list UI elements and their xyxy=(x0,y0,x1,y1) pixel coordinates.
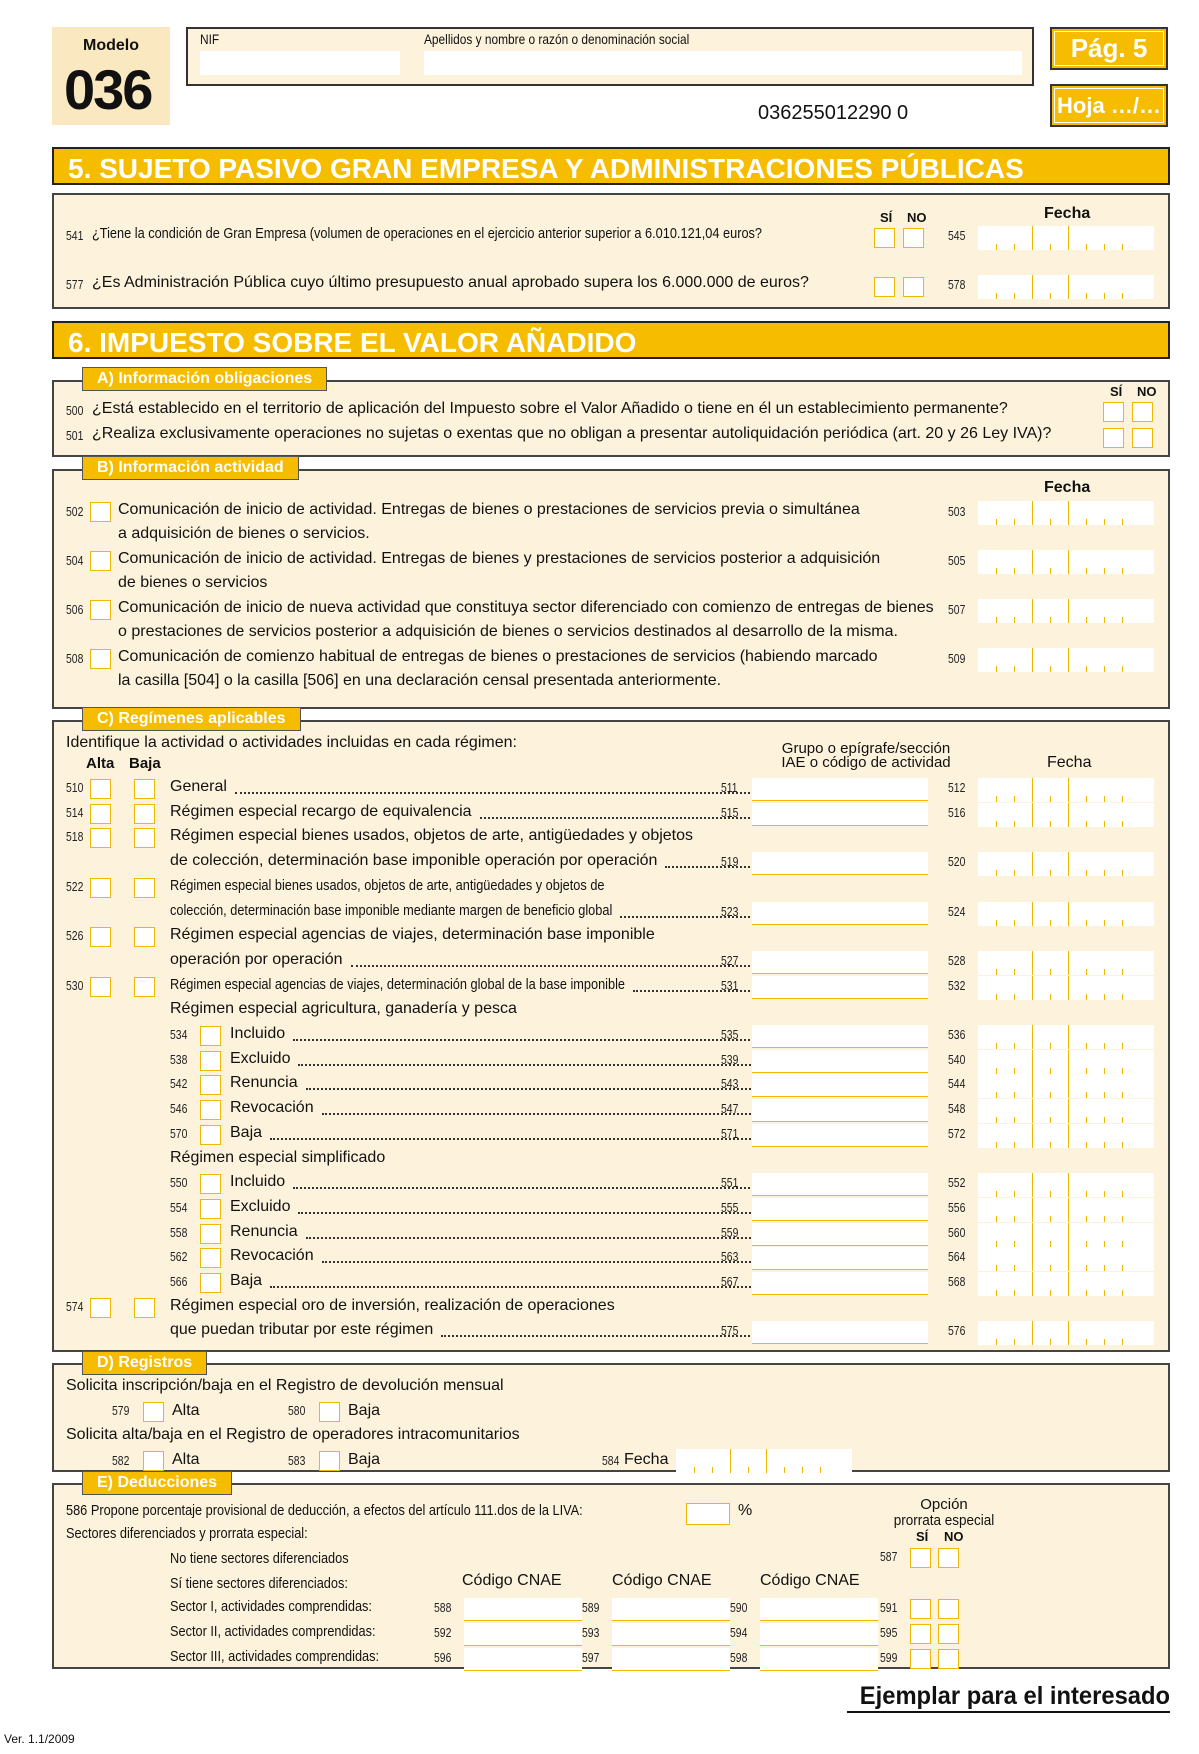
b-checkbox-506[interactable] xyxy=(90,600,111,620)
grupo-field-539[interactable] xyxy=(752,1050,928,1073)
c-grupo-num: 543 xyxy=(721,1076,739,1092)
c-alta-checkbox-526[interactable] xyxy=(90,927,111,947)
section-6b-box xyxy=(52,469,1170,709)
hoja-badge xyxy=(1050,84,1168,127)
q577-text: ¿Es Administración Pública cuyo último presupuesto anual aprobado supera los 6.000.000 de euros? xyxy=(92,274,809,291)
e-cnae-num: 589 xyxy=(582,1600,600,1615)
cnae-field-592[interactable] xyxy=(464,1623,582,1646)
c-grupo-num: 551 xyxy=(721,1175,739,1191)
c-row-text: Régimen especial oro de inversión, realización de operaciones xyxy=(170,1296,615,1314)
b-text-line2: la casilla [504] o la casilla [506] en una declaración censal presentada anteriormente. xyxy=(118,672,722,689)
dot-leader xyxy=(351,965,754,967)
e-cnae-3: Código CNAE xyxy=(760,1572,860,1589)
section-6-title: 6. IMPUESTO SOBRE EL VALOR AÑADIDO xyxy=(52,321,1170,359)
e-cnae-num: 593 xyxy=(582,1625,600,1640)
dot-leader xyxy=(306,1088,754,1090)
s6c-alta-label: Alta xyxy=(86,755,115,772)
dot-leader xyxy=(270,1138,754,1140)
c-baja-checkbox-526[interactable] xyxy=(134,927,155,947)
c-sub-checkbox-542[interactable] xyxy=(200,1075,221,1095)
c-sub-num: 554 xyxy=(170,1199,188,1215)
e-cnae-2: Código CNAE xyxy=(612,1572,712,1589)
c-fecha-num: 528 xyxy=(948,952,966,968)
date-545[interactable] xyxy=(978,226,1154,250)
c-grupo-num: 519 xyxy=(721,854,739,870)
grupo-field-555[interactable] xyxy=(752,1198,928,1221)
c-grupo-num: 555 xyxy=(721,1199,739,1215)
date-516[interactable] xyxy=(978,803,1154,827)
s6a-si-label: SÍ xyxy=(1110,384,1123,399)
c-alta-num: 574 xyxy=(66,1298,84,1314)
c-row-text: que puedan tributar por este régimen xyxy=(170,1321,434,1339)
tab-e-deducciones: E) Deducciones xyxy=(82,1471,232,1495)
page-badge xyxy=(1050,27,1168,70)
date-576[interactable] xyxy=(978,1321,1154,1345)
e-cnae-num: 592 xyxy=(434,1625,452,1640)
grupo-field-547[interactable] xyxy=(752,1099,928,1122)
date-572[interactable] xyxy=(978,1124,1154,1148)
e-cnae-num: 596 xyxy=(434,1650,452,1665)
section-6e-box xyxy=(52,1483,1170,1669)
id-box xyxy=(186,27,1034,86)
e-cnae-num: 598 xyxy=(730,1650,748,1665)
e-586-pct: % xyxy=(738,1502,753,1519)
c-row-text: de colección, determinación base imponible operación por operación xyxy=(170,852,658,870)
e-row-label: Sector I, actividades comprendidas: xyxy=(170,1598,372,1615)
c-baja-checkbox-510[interactable] xyxy=(134,779,155,799)
dot-leader xyxy=(322,1261,754,1263)
tab-d-registros: D) Registros xyxy=(82,1351,207,1375)
e-row-label: Sector III, actividades comprendidas: xyxy=(170,1648,380,1665)
e-opt-si-checkbox-595[interactable] xyxy=(910,1624,931,1644)
b-text-line2: a adquisición de bienes o servicios. xyxy=(118,525,370,542)
dot-leader xyxy=(293,1039,754,1041)
grupo-field-543[interactable] xyxy=(752,1074,928,1097)
c-sub-num: 542 xyxy=(170,1076,188,1092)
s6c-intro: Identifique la actividad o actividades incluidas en cada régimen: xyxy=(66,734,517,751)
q500-text: ¿Está establecido en el territorio de aplicación del Impuesto sobre el Valor Añadido o tiene en él un establecimiento permanente? xyxy=(92,400,1008,417)
c-row-text: Régimen especial bienes usados, objetos de arte, antigüedades y objetos xyxy=(170,827,694,845)
q541-num: 541 xyxy=(66,228,84,243)
s6b-fecha-label: Fecha xyxy=(1044,479,1091,496)
b-text-line1: Comunicación de inicio de actividad. Entregas de bienes o prestaciones de servicios previa o simultánea xyxy=(118,501,860,518)
barcode-number: 036255012290 0 xyxy=(758,102,909,124)
c-row-text: Revocación xyxy=(230,1247,314,1265)
c-row-text: Baja xyxy=(230,1272,263,1289)
date-524[interactable] xyxy=(978,902,1154,926)
c-baja-checkbox-518[interactable] xyxy=(134,828,155,848)
q577-si-checkbox[interactable] xyxy=(874,277,895,297)
c-row-text: Renuncia xyxy=(230,1074,298,1092)
q577-num: 577 xyxy=(66,277,84,292)
dot-leader xyxy=(322,1113,754,1115)
s6c-grupo-label-2: IAE o código de actividad xyxy=(781,754,951,771)
c-sub-checkbox-534[interactable] xyxy=(200,1026,221,1046)
page-number: Pág. 5 xyxy=(1054,31,1164,66)
e-cnae-num: 594 xyxy=(730,1625,748,1640)
date-520[interactable] xyxy=(978,852,1154,876)
cnae-field-588[interactable] xyxy=(464,1598,582,1621)
d-580-num: 580 xyxy=(288,1403,306,1418)
q501-text: ¿Realiza exclusivamente operaciones no sujetas o exentas que no obligan a presentar autoliquidación periódica (art. 20 y 26 Ley IVA)? xyxy=(92,425,1052,442)
c-sub-num: 550 xyxy=(170,1175,188,1191)
d-583-checkbox[interactable] xyxy=(319,1451,340,1471)
b-num: 506 xyxy=(66,602,84,617)
cnae-field-596[interactable] xyxy=(464,1648,582,1671)
c-alta-num: 518 xyxy=(66,829,84,845)
c-fecha-num: 520 xyxy=(948,854,966,870)
c-fecha-num: 516 xyxy=(948,804,966,820)
c-fecha-num: 540 xyxy=(948,1051,966,1067)
e-cnae-num: 590 xyxy=(730,1600,748,1615)
date-584[interactable] xyxy=(676,1449,852,1473)
c-row-text: Régimen especial agencias de viajes, determinación base imponible xyxy=(170,926,655,944)
grupo-field-515[interactable] xyxy=(752,803,928,826)
c-baja-checkbox-574[interactable] xyxy=(134,1298,155,1318)
d-579-checkbox[interactable] xyxy=(143,1402,164,1422)
c-grupo-num: 527 xyxy=(721,952,739,968)
b-checkbox-502[interactable] xyxy=(90,502,111,522)
b-num: 508 xyxy=(66,651,84,666)
s6c-grupo-label-1: Grupo o epígrafe/sección xyxy=(781,740,951,757)
e-opcion-2: prorrata especial xyxy=(893,1512,995,1529)
d-583-num: 583 xyxy=(288,1453,306,1468)
date-505[interactable] xyxy=(978,550,1154,574)
b-text-line2: o prestaciones de servicios posterior a adquisición de bienes o servicios destinados al desarrollo de la misma. xyxy=(118,623,898,640)
d-584-num: 584 xyxy=(602,1453,620,1468)
date-507[interactable] xyxy=(978,599,1154,623)
c-row-text: Baja xyxy=(230,1123,263,1141)
c-grupo-num: 575 xyxy=(721,1323,739,1339)
q578-num: 578 xyxy=(948,277,966,292)
e-cnae-num: 588 xyxy=(434,1600,452,1615)
c-sub-checkbox-562[interactable] xyxy=(200,1248,221,1268)
section-5-box xyxy=(52,193,1170,309)
e-587-si-checkbox[interactable] xyxy=(910,1548,931,1568)
c-row-text: General xyxy=(170,778,227,795)
e-si-tiene: Sí tiene sectores diferenciados: xyxy=(170,1575,348,1592)
modelo-label: Modelo xyxy=(83,37,139,54)
date-512[interactable] xyxy=(978,778,1154,802)
grupo-field-551[interactable] xyxy=(752,1173,928,1196)
c-row-text: Incluido xyxy=(230,1173,286,1191)
e-opt-si-checkbox-591[interactable] xyxy=(910,1599,931,1619)
d-579-alta: Alta xyxy=(172,1402,200,1419)
c-baja-checkbox-514[interactable] xyxy=(134,804,155,824)
grupo-field-519[interactable] xyxy=(752,852,928,875)
b-date-num: 507 xyxy=(948,602,966,617)
date-528[interactable] xyxy=(978,951,1154,975)
c-fecha-num: 524 xyxy=(948,903,966,919)
c-row-text: operación por operación xyxy=(170,950,343,968)
c-row-text: Revocación xyxy=(230,1099,314,1117)
date-509[interactable] xyxy=(978,648,1154,672)
name-field[interactable] xyxy=(424,51,1022,75)
c-fecha-num: 544 xyxy=(948,1076,966,1092)
nif-label: NIF xyxy=(200,31,220,47)
q545-num: 545 xyxy=(948,228,966,243)
b-checkbox-504[interactable] xyxy=(90,551,111,571)
q541-text: ¿Tiene la condición de Gran Empresa (volumen de operaciones en el ejercicio anterior superior a 6.010.121,04 euros? xyxy=(92,225,762,242)
q541-si-checkbox[interactable] xyxy=(874,228,895,248)
dot-leader xyxy=(665,866,754,868)
e-si-label: SÍ xyxy=(916,1529,929,1544)
dot-leader xyxy=(298,1212,754,1214)
tab-a-obligaciones: A) Información obligaciones xyxy=(82,367,327,391)
c-fecha-num: 564 xyxy=(948,1249,966,1265)
q577-no-checkbox[interactable] xyxy=(903,277,924,297)
c-sub-num: 570 xyxy=(170,1125,188,1141)
c-fecha-num: 512 xyxy=(948,780,966,795)
c-grupo-num: 523 xyxy=(721,903,739,919)
c-grupo-num: 531 xyxy=(721,977,739,993)
e-587-num: 587 xyxy=(880,1549,898,1564)
section-5-title: 5. SUJETO PASIVO GRAN EMPRESA Y ADMINISTRACIONES PÚBLICAS xyxy=(52,147,1170,185)
c-sub-checkbox-550[interactable] xyxy=(200,1174,221,1194)
c-grupo-num: 535 xyxy=(721,1027,739,1042)
c-alta-checkbox-574[interactable] xyxy=(90,1298,111,1318)
c-grupo-num: 515 xyxy=(721,804,739,820)
e-no-label: NO xyxy=(944,1529,964,1544)
e-587-no-checkbox[interactable] xyxy=(938,1548,959,1568)
tab-c-regimenes: C) Regímenes aplicables xyxy=(82,707,301,731)
date-560[interactable] xyxy=(978,1223,1154,1247)
s6a-no-label: NO xyxy=(1137,384,1157,399)
tab-b-actividad: B) Información actividad xyxy=(82,456,299,480)
cnae-field-597[interactable] xyxy=(612,1648,730,1671)
b-num: 504 xyxy=(66,553,84,568)
name-label: Apellidos y nombre o razón o denominación social xyxy=(424,31,690,47)
grupo-field-563[interactable] xyxy=(752,1247,928,1270)
s5-no-label: NO xyxy=(907,210,927,225)
c-alta-num: 510 xyxy=(66,780,84,795)
dot-leader xyxy=(298,1064,754,1066)
d-line2: Solicita alta/baja en el Registro de operadores intracomunitarios xyxy=(66,1426,520,1443)
c-fecha-num: 576 xyxy=(948,1323,966,1339)
section-6c-box xyxy=(52,720,1170,1352)
b-date-num: 509 xyxy=(948,651,966,666)
c-grupo-num: 559 xyxy=(721,1224,739,1240)
s6c-baja-label: Baja xyxy=(129,755,161,772)
grupo-field-571[interactable] xyxy=(752,1124,928,1147)
c-sub-num: 566 xyxy=(170,1274,188,1289)
c-alta-checkbox-510[interactable] xyxy=(90,779,111,799)
e-opt-num: 595 xyxy=(880,1625,898,1640)
grupo-field-531[interactable] xyxy=(752,976,928,999)
version-label: Ver. 1.1/2009 xyxy=(4,1732,75,1746)
q500-si-checkbox[interactable] xyxy=(1103,402,1124,422)
c-fecha-num: 548 xyxy=(948,1101,966,1117)
c-fecha-num: 552 xyxy=(948,1175,966,1191)
dot-leader xyxy=(293,1187,754,1189)
c-sub-checkbox-566[interactable] xyxy=(200,1273,221,1293)
c-sub-num: 546 xyxy=(170,1101,188,1117)
c-row-text: Régimen especial agricultura, ganadería y pesca xyxy=(170,1000,517,1018)
cnae-field-593[interactable] xyxy=(612,1623,730,1646)
grupo-field-523[interactable] xyxy=(752,902,928,925)
e-opt-no-checkbox-595[interactable] xyxy=(938,1624,959,1644)
c-sub-checkbox-554[interactable] xyxy=(200,1199,221,1219)
date-532[interactable] xyxy=(978,976,1154,1000)
c-grupo-num: 511 xyxy=(721,780,738,795)
b-text-line1: Comunicación de comienzo habitual de entregas de bienes o prestaciones de servicios (habiendo marcado xyxy=(118,648,878,665)
dot-leader xyxy=(306,1237,754,1239)
c-sub-checkbox-570[interactable] xyxy=(200,1125,221,1145)
c-alta-checkbox-514[interactable] xyxy=(90,804,111,824)
modelo-number: 036 xyxy=(64,58,152,121)
c-sub-checkbox-538[interactable] xyxy=(200,1051,221,1071)
dot-leader xyxy=(480,817,754,819)
d-line1: Solicita inscripción/baja en el Registro de devolución mensual xyxy=(66,1377,504,1394)
grupo-field-511[interactable] xyxy=(752,778,928,801)
d-582-checkbox[interactable] xyxy=(143,1451,164,1471)
dot-leader xyxy=(441,1335,754,1337)
c-fecha-num: 556 xyxy=(948,1199,966,1215)
c-fecha-num: 532 xyxy=(948,977,966,993)
c-fecha-num: 560 xyxy=(948,1224,966,1240)
date-552[interactable] xyxy=(978,1173,1154,1197)
section-6d-box xyxy=(52,1363,1170,1472)
c-row-text: Régimen especial agencias de viajes, determinación global de la base imponible xyxy=(170,975,626,993)
q500-no-checkbox[interactable] xyxy=(1132,402,1153,422)
grupo-field-559[interactable] xyxy=(752,1223,928,1246)
grupo-field-567[interactable] xyxy=(752,1272,928,1295)
e-sectores: Sectores diferenciados y prorrata especial: xyxy=(66,1525,308,1542)
c-alta-checkbox-530[interactable] xyxy=(90,977,111,997)
date-568[interactable] xyxy=(978,1272,1154,1296)
c-fecha-num: 572 xyxy=(948,1125,966,1141)
e-opt-num: 591 xyxy=(880,1600,898,1615)
b-date-num: 505 xyxy=(948,553,966,568)
q501-no-checkbox[interactable] xyxy=(1132,428,1153,448)
c-row-text: Régimen especial recargo de equivalencia xyxy=(170,802,472,820)
q501-si-checkbox[interactable] xyxy=(1103,428,1124,448)
date-556[interactable] xyxy=(978,1198,1154,1222)
d-582-num: 582 xyxy=(112,1453,130,1468)
c-sub-num: 534 xyxy=(170,1027,188,1042)
e-opt-num: 599 xyxy=(880,1650,898,1665)
ejemplar-label: Ejemplar para el interesado xyxy=(847,1682,1170,1713)
c-alta-num: 526 xyxy=(66,928,84,944)
c-grupo-num: 539 xyxy=(721,1051,739,1067)
e-opt-si-checkbox-599[interactable] xyxy=(910,1649,931,1669)
c-row-text: Régimen especial bienes usados, objetos de arte, antigüedades y objetos de xyxy=(170,876,605,894)
b-text-line1: Comunicación de inicio de nueva actividad que constituya sector diferenciado con comienzo de entregas de bienes xyxy=(118,599,934,616)
hoja-text: Hoja …/… xyxy=(1054,88,1164,123)
c-sub-checkbox-546[interactable] xyxy=(200,1100,221,1120)
c-sub-num: 562 xyxy=(170,1249,188,1265)
c-row-text: colección, determinación base imponible mediante margen de beneficio global xyxy=(170,901,613,919)
date-540[interactable] xyxy=(978,1050,1154,1074)
c-baja-checkbox-530[interactable] xyxy=(134,977,155,997)
date-564[interactable] xyxy=(978,1247,1154,1271)
b-text-line2: de bienes o servicios xyxy=(118,574,268,591)
s6c-fecha-label: Fecha xyxy=(1047,754,1092,771)
c-row-text: Excluido xyxy=(230,1197,291,1215)
q500-num: 500 xyxy=(66,403,84,418)
b-num: 502 xyxy=(66,504,84,519)
q541-no-checkbox[interactable] xyxy=(903,228,924,248)
d-580-baja: Baja xyxy=(348,1402,381,1419)
e-586-text: 586 Propone porcentaje provisional de deducción, a efectos del artículo 111.dos de la LIVA: xyxy=(66,1502,583,1519)
e-cnae-num: 597 xyxy=(582,1650,600,1665)
d-582-alta: Alta xyxy=(172,1451,200,1468)
date-536[interactable] xyxy=(978,1025,1154,1049)
modelo-box xyxy=(52,27,170,125)
c-fecha-num: 536 xyxy=(948,1027,966,1042)
cnae-field-598[interactable] xyxy=(760,1648,878,1671)
c-sub-checkbox-558[interactable] xyxy=(200,1224,221,1244)
date-503[interactable] xyxy=(978,501,1154,525)
d-584-fecha: Fecha xyxy=(624,1451,669,1468)
b-checkbox-508[interactable] xyxy=(90,649,111,669)
date-578[interactable] xyxy=(978,275,1154,299)
c-alta-checkbox-522[interactable] xyxy=(90,878,111,898)
date-544[interactable] xyxy=(978,1074,1154,1098)
e-opt-no-checkbox-591[interactable] xyxy=(938,1599,959,1619)
nif-field[interactable] xyxy=(200,51,400,75)
cnae-field-594[interactable] xyxy=(760,1623,878,1646)
c-sub-num: 558 xyxy=(170,1224,188,1240)
c-row-text: Incluido xyxy=(230,1025,286,1042)
q501-num: 501 xyxy=(66,428,84,443)
grupo-field-535[interactable] xyxy=(752,1025,928,1048)
c-row-text: Excluido xyxy=(230,1049,291,1067)
c-grupo-num: 571 xyxy=(721,1125,739,1141)
b-date-num: 503 xyxy=(948,504,966,519)
grupo-field-527[interactable] xyxy=(752,951,928,974)
c-alta-num: 530 xyxy=(66,977,84,993)
e-586-field[interactable] xyxy=(686,1503,730,1525)
section-6a-box xyxy=(52,380,1170,457)
e-no-tiene: No tiene sectores diferenciados xyxy=(170,1550,349,1567)
e-opcion-1: Opción xyxy=(920,1496,968,1513)
d-579-num: 579 xyxy=(112,1403,130,1418)
s5-fecha-label: Fecha xyxy=(1044,205,1091,222)
c-grupo-num: 547 xyxy=(721,1101,739,1117)
s5-si-label: SÍ xyxy=(880,210,893,225)
b-text-line1: Comunicación de inicio de actividad. Entregas de bienes y prestaciones de servicios posterior a adquisición xyxy=(118,550,881,567)
grupo-field-575[interactable] xyxy=(752,1321,928,1344)
c-row-text: Régimen especial simplificado xyxy=(170,1148,386,1166)
e-cnae-1: Código CNAE xyxy=(462,1572,562,1589)
c-grupo-num: 563 xyxy=(721,1249,739,1265)
d-583-baja: Baja xyxy=(348,1451,381,1468)
c-sub-num: 538 xyxy=(170,1051,188,1067)
c-grupo-num: 567 xyxy=(721,1274,739,1289)
date-548[interactable] xyxy=(978,1099,1154,1123)
e-opt-no-checkbox-599[interactable] xyxy=(938,1649,959,1669)
c-alta-num: 522 xyxy=(66,878,84,894)
cnae-field-589[interactable] xyxy=(612,1598,730,1621)
c-alta-num: 514 xyxy=(66,804,84,820)
c-alta-checkbox-518[interactable] xyxy=(90,828,111,848)
c-fecha-num: 568 xyxy=(948,1274,966,1289)
e-row-label: Sector II, actividades comprendidas: xyxy=(170,1623,376,1640)
d-580-checkbox[interactable] xyxy=(319,1402,340,1422)
cnae-field-590[interactable] xyxy=(760,1598,878,1621)
dot-leader xyxy=(235,792,754,794)
c-baja-checkbox-522[interactable] xyxy=(134,878,155,898)
dot-leader xyxy=(270,1286,754,1288)
c-row-text: Renuncia xyxy=(230,1222,298,1240)
